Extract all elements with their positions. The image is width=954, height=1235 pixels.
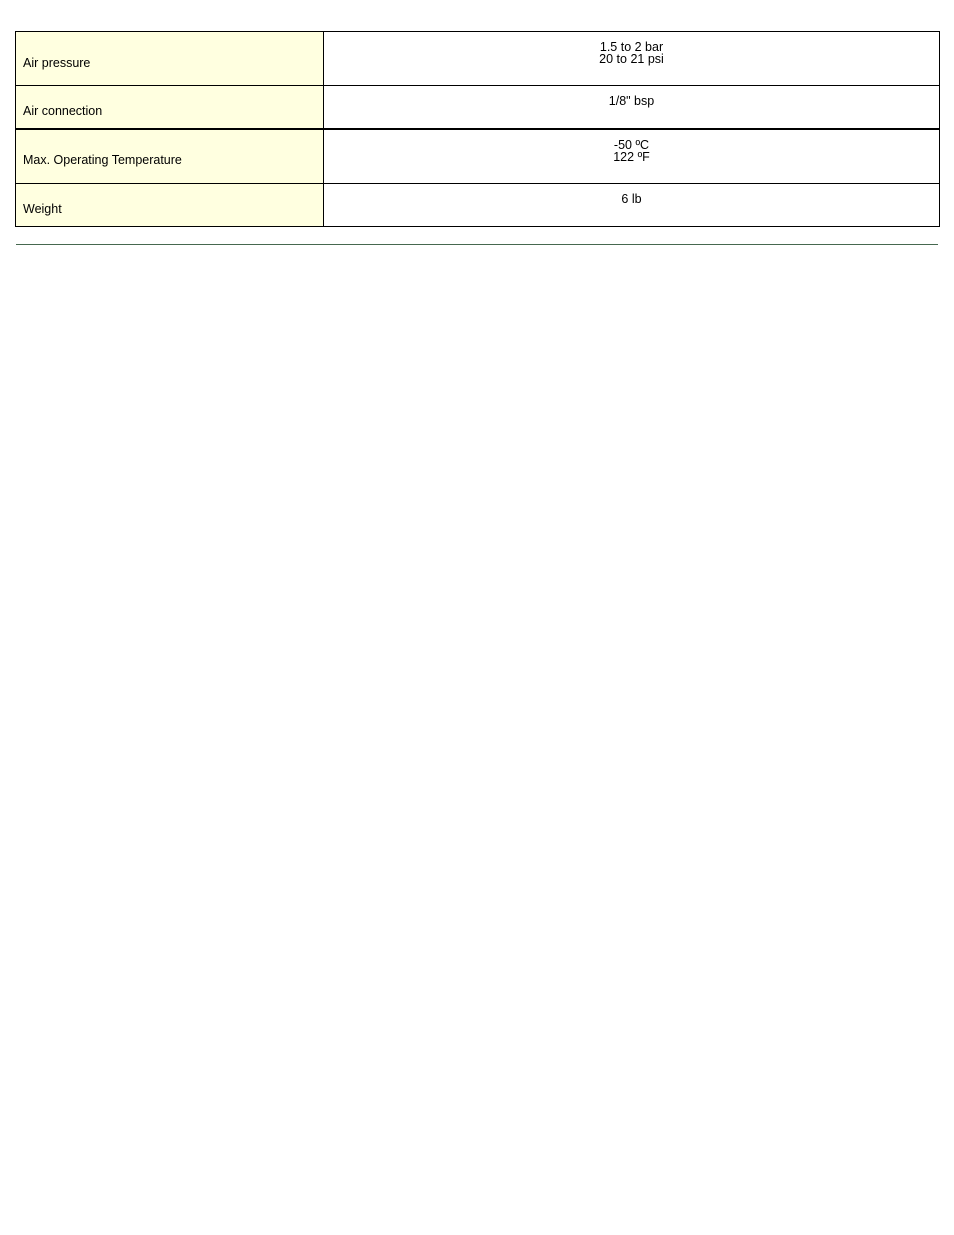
table-row-air-pressure	[16, 32, 940, 86]
spec-label: Air connection	[16, 86, 324, 129]
spec-value-line: 20 to 21 psi	[599, 52, 664, 66]
table-row-max-operating-temperature	[16, 129, 940, 184]
spec-value-line: 6 lb	[621, 192, 642, 206]
spec-value-line: 122 ºF	[613, 149, 650, 164]
spec-value-line: 1.5 to 2 bar	[599, 40, 664, 54]
spec-value	[324, 32, 940, 86]
spec-label: Max. Operating Temperature	[16, 129, 324, 184]
specifications-table	[15, 31, 940, 227]
spec-value	[324, 129, 940, 184]
spec-value-line: -50 ºC	[613, 137, 650, 152]
spec-value	[324, 86, 940, 129]
spec-value	[324, 184, 940, 227]
spec-label: Air pressure	[16, 32, 324, 86]
table-row-weight	[16, 184, 940, 227]
table-row-air-connection	[16, 86, 940, 129]
horizontal-divider	[16, 244, 938, 245]
spec-label: Weight	[16, 184, 324, 227]
spec-value-line: 1/8" bsp	[608, 94, 655, 108]
